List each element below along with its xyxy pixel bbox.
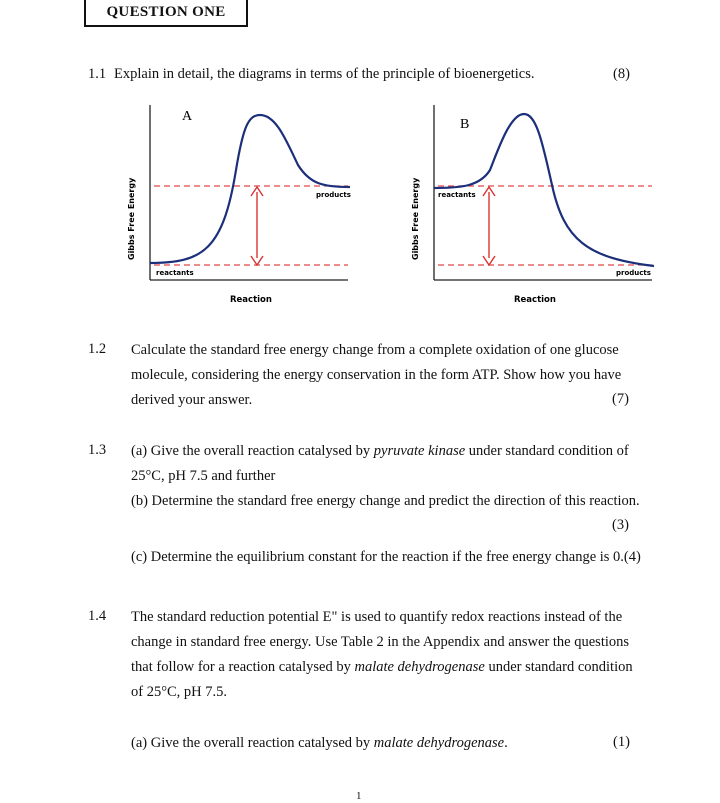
- diagram-b-energy-curve: [434, 114, 654, 266]
- q1-4-a-suffix: .: [504, 735, 508, 751]
- q1-4-a-marks: (1): [613, 734, 630, 750]
- q1-1-text: Explain in detail, the diagrams in terms of the principle of bioenergetics.: [114, 66, 535, 82]
- q1-3-b-text: (b) Determine the standard free energy change and predict the direction of this reaction.: [131, 493, 640, 509]
- q1-3-a-suffix: under standard condition of: [465, 443, 629, 459]
- q1-3-a-line2: 25°C, pH 7.5 and further: [131, 468, 276, 484]
- question-title: QUESTION ONE: [84, 0, 248, 27]
- page-number: 1: [356, 790, 362, 802]
- diagram-b-start-label: reactants: [438, 191, 476, 199]
- diagram-a-y-axis-label: Gibbs Free Energy: [127, 177, 136, 260]
- q1-2-text: [131, 338, 621, 413]
- diagram-a-x-axis-label: Reaction: [230, 295, 272, 305]
- q1-4-a-prefix: (a) Give the overall reaction catalysed by: [131, 735, 374, 751]
- diagram-a-end-label: products: [316, 191, 351, 199]
- diagram-b-y-axis-label: Gibbs Free Energy: [411, 177, 420, 260]
- q1-2-line: derived your answer.: [131, 392, 253, 408]
- q1-4-line3-suffix: under standard condition: [484, 659, 633, 675]
- q1-1-number: 1.1: [88, 66, 107, 82]
- q1-3-a-prefix: (a) Give the overall reaction catalysed by: [131, 443, 374, 459]
- q1-3-a-line1: [131, 439, 640, 464]
- q1-3-a-enzyme: pyruvate kinase: [373, 443, 466, 459]
- q1-4-line1: The standard reduction potential E" is used to quantify redox reactions instead of the: [131, 609, 623, 625]
- q1-4-line3-prefix: that follow for a reaction catalysed by: [131, 659, 355, 675]
- q1-4-text: [131, 605, 633, 705]
- q1-2-number: 1.2: [88, 341, 107, 357]
- q1-3-part-a: [131, 439, 640, 514]
- diagram-b-x-axis-label: Reaction: [514, 295, 556, 305]
- q1-3-c-text: (c) Determine the equilibrium constant for the reaction if the free energy change is 0.(4): [131, 549, 641, 565]
- q1-3-number: 1.3: [88, 442, 107, 458]
- q1-4-line2: change in standard free energy. Use Table 2 in the Appendix and answer the questions: [131, 634, 630, 650]
- q1-4-line3-enzyme: malate dehydrogenase: [354, 659, 485, 675]
- diagram-a-letter: A: [182, 109, 193, 124]
- q1-4-a-enzyme: malate dehydrogenase: [373, 735, 505, 751]
- q1-4-line4: of 25°C, pH 7.5.: [131, 684, 228, 700]
- diagram-b: [402, 100, 662, 310]
- diagram-a: [118, 100, 358, 310]
- q1-2-line: molecule, considering the energy conservation in the form ATP. Show how you have: [131, 367, 622, 383]
- q1-4-a-text: [131, 731, 508, 756]
- diagram-a-energy-curve: [150, 115, 350, 263]
- q1-2-marks: (7): [612, 391, 629, 407]
- q1-4-line3: [131, 655, 633, 680]
- q1-3-b-marks: (3): [612, 517, 629, 533]
- diagram-b-letter: B: [460, 117, 470, 132]
- diagram-b-end-label: products: [616, 269, 651, 277]
- q1-1-marks: (8): [613, 66, 630, 82]
- q1-4-number: 1.4: [88, 608, 107, 624]
- diagram-a-start-label: reactants: [156, 269, 194, 277]
- q1-2-line: Calculate the standard free energy change from a complete oxidation of one glucose: [131, 342, 619, 358]
